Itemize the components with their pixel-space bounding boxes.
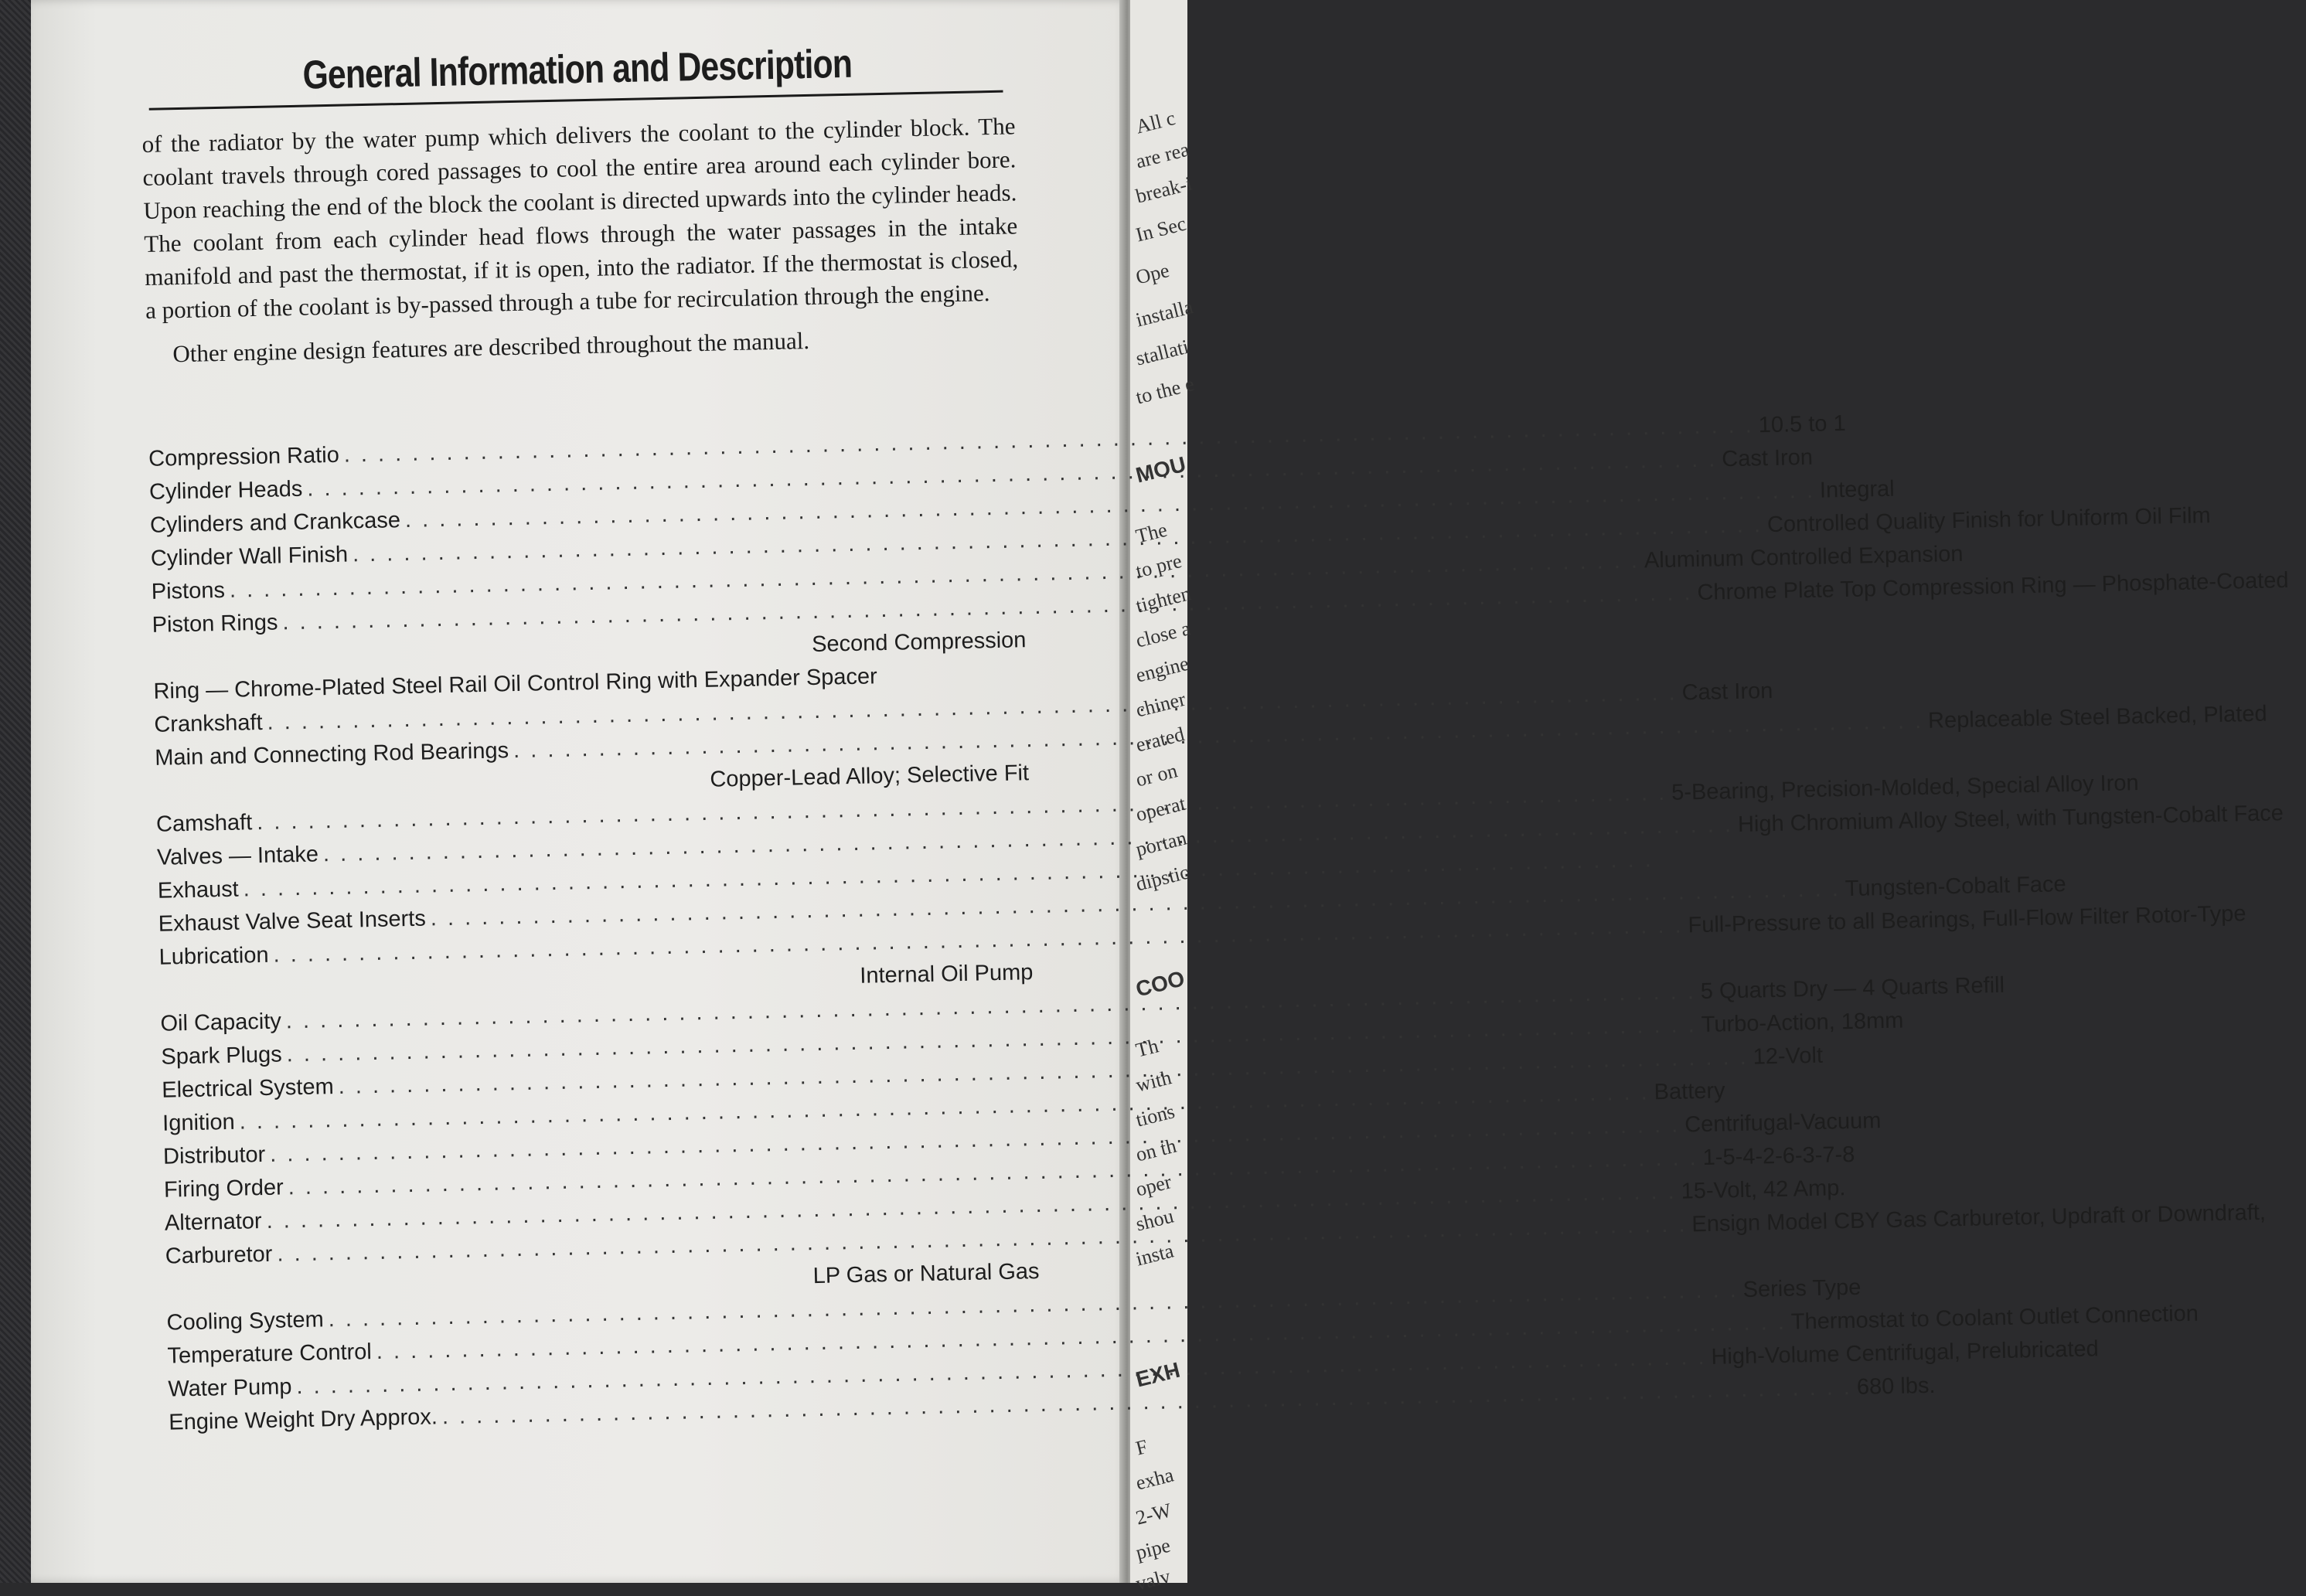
facing-fragment: engine: [1133, 652, 1191, 687]
spec-label: Cylinder Wall Finish: [150, 542, 349, 571]
spec-value: 10.5 to 1: [1758, 410, 1846, 438]
spec-label: Carburetor: [165, 1241, 273, 1269]
spec-value: 5 Quarts Dry — 4 Quarts Refill: [1700, 972, 2005, 1005]
spec-label: Water Pump: [168, 1374, 292, 1402]
spec-continuation: Internal Oil Pump: [860, 960, 1034, 989]
spec-label: Cylinders and Crankcase: [149, 508, 401, 538]
spec-value: 1-5-4-2-6-3-7-8: [1702, 1142, 1855, 1171]
facing-fragment: exha: [1133, 1463, 1177, 1495]
spec-label: Cylinder Heads: [148, 476, 303, 505]
facing-fragment: In Sec: [1133, 212, 1189, 247]
spec-label: Exhaust Valve Seat Inserts: [158, 906, 427, 937]
spec-label: Camshaft: [155, 810, 253, 837]
spec-continuation: LP Gas or Natural Gas: [812, 1259, 1040, 1289]
facing-fragment: operat: [1133, 791, 1188, 826]
spec-label: Oil Capacity: [160, 1009, 282, 1036]
spec-label: Crankshaft: [154, 710, 263, 737]
spec-value: 12-Volt: [1752, 1043, 1824, 1070]
spec-label: Electrical System: [161, 1074, 334, 1103]
spec-value: Turbo-Action, 18mm: [1701, 1008, 1904, 1038]
spec-label: Main and Connecting Rod Bearings: [154, 738, 509, 771]
spec-value: Integral: [1819, 476, 1896, 503]
facing-fragment: tions: [1133, 1100, 1177, 1131]
facing-fragment: to the e: [1133, 372, 1197, 409]
facing-heading: EXH: [1133, 1357, 1183, 1392]
spec-value: 15-Volt, 42 Amp.: [1681, 1176, 1846, 1204]
spec-label: Valves — Intake: [156, 842, 319, 870]
spec-value: High-Volume Centrifugal, Prelubricated: [1711, 1336, 2100, 1370]
facing-fragment: close a: [1133, 617, 1193, 652]
facing-fragment: portan: [1133, 826, 1189, 861]
facing-fragment: on th: [1133, 1134, 1179, 1166]
spec-value: 5-Bearing, Precision-Molded, Special Alloy Iron: [1671, 771, 2139, 805]
spec-value: Replaceable Steel Backed, Plated: [1927, 701, 2267, 733]
facing-fragment: or on: [1133, 759, 1180, 791]
spec-label: Alternator: [164, 1209, 262, 1236]
spec-value: Series Type: [1742, 1274, 1861, 1302]
facing-fragment: All c: [1133, 107, 1178, 138]
facing-fragment: Th: [1133, 1034, 1161, 1062]
spec-value: Chrome Plate Top Compression Ring — Phosphate-Coated: [1697, 567, 2289, 605]
facing-heading: COO: [1133, 966, 1187, 1002]
facing-fragment: with: [1133, 1066, 1174, 1097]
facing-fragment: pipe: [1133, 1533, 1173, 1564]
facing-fragment: shou: [1133, 1204, 1177, 1236]
facing-fragment: F: [1133, 1434, 1150, 1460]
facing-fragment: are rea: [1133, 138, 1192, 173]
spec-value: Aluminum Controlled Expansion: [1643, 541, 1964, 573]
facing-fragment: Ope: [1133, 258, 1172, 289]
spec-value: Tungsten-Cobalt Face: [1844, 872, 2066, 902]
spec-continuation: Second Compression: [811, 628, 1027, 657]
spec-value: Thermostat to Coolant Outlet Connection: [1790, 1301, 2199, 1335]
spec-label: Piston Rings: [152, 610, 278, 638]
spec-value: Centrifugal-Vacuum: [1684, 1108, 1882, 1138]
facing-fragment: insta: [1133, 1239, 1177, 1271]
spec-label: Ignition: [162, 1109, 236, 1136]
body-paragraph: Other engine design features are described throughout the manual.: [172, 326, 810, 368]
facing-fragment: stallati: [1133, 335, 1191, 370]
facing-heading: MOU: [1133, 451, 1189, 488]
spec-value: Controlled Quality Finish for Uniform Oil Film: [1766, 503, 2211, 538]
spec-label: Temperature Control: [167, 1339, 373, 1369]
body-paragraph: of the radiator by the water pump which delivers the coolant to the cylinder block. The coolant travels through cored passages to cool the entire area around each cylinder bore. Upon reaching the end of the block the coolant is directed upwards into the cylinder heads. The coolant from each cylinder head flows through the water passages in the intake manifold and past the thermostat, if it is open, into the radiator. If the thermostat is closed, a portion of the coolant is by-passed through a tube for recirculation through the engine.: [141, 112, 1019, 324]
spec-value: Full-Pressure to all Bearings, Full-Flow Filter Rotor-Type: [1688, 901, 2246, 938]
spec-label: Firing Order: [163, 1175, 284, 1203]
spec-continuation: Copper-Lead Alloy; Selective Fit: [710, 761, 1030, 792]
facing-fragment: break-i: [1133, 172, 1194, 208]
facing-fragment: 2-W: [1133, 1499, 1174, 1530]
spec-label: Compression Ratio: [148, 442, 340, 471]
spec-value: Battery: [1654, 1078, 1725, 1105]
spec-label: Exhaust: [157, 876, 240, 903]
facing-fragment: dipstic: [1133, 860, 1191, 896]
spec-label: Distributor: [162, 1142, 266, 1169]
spec-value: 680 lbs.: [1856, 1373, 1936, 1400]
spec-value: Cast Iron: [1722, 444, 1814, 472]
facing-fragment: oper: [1133, 1170, 1174, 1201]
spec-label: Cooling System: [166, 1307, 325, 1336]
page-title: General Information and Description: [301, 41, 853, 98]
facing-fragment: installa: [1133, 295, 1196, 332]
spec-label: Lubrication: [158, 942, 269, 970]
spec-label: Pistons: [151, 577, 226, 604]
spec-value: Cast Iron: [1681, 678, 1773, 706]
facing-fragment: tighten: [1133, 581, 1194, 618]
facing-fragment: to pre: [1133, 549, 1184, 583]
facing-fragment: The: [1133, 518, 1170, 548]
spec-value: High Chromium Alloy Steel, with Tungsten-Cobalt Face: [1737, 801, 2284, 837]
spec-label: Engine Weight Dry Approx.: [168, 1404, 438, 1435]
facing-fragment: chiner: [1133, 687, 1188, 722]
spec-value: Ensign Model CBY Gas Carburetor, Updraft or Downdraft,: [1691, 1200, 2267, 1237]
spec-continuation: Ring — Chrome-Plated Steel Rail Oil Control Ring with Expander Spacer: [153, 664, 878, 704]
spec-label: Spark Plugs: [161, 1042, 283, 1070]
facing-fragment: valv: [1133, 1564, 1173, 1595]
facing-fragment: erated: [1133, 723, 1187, 757]
